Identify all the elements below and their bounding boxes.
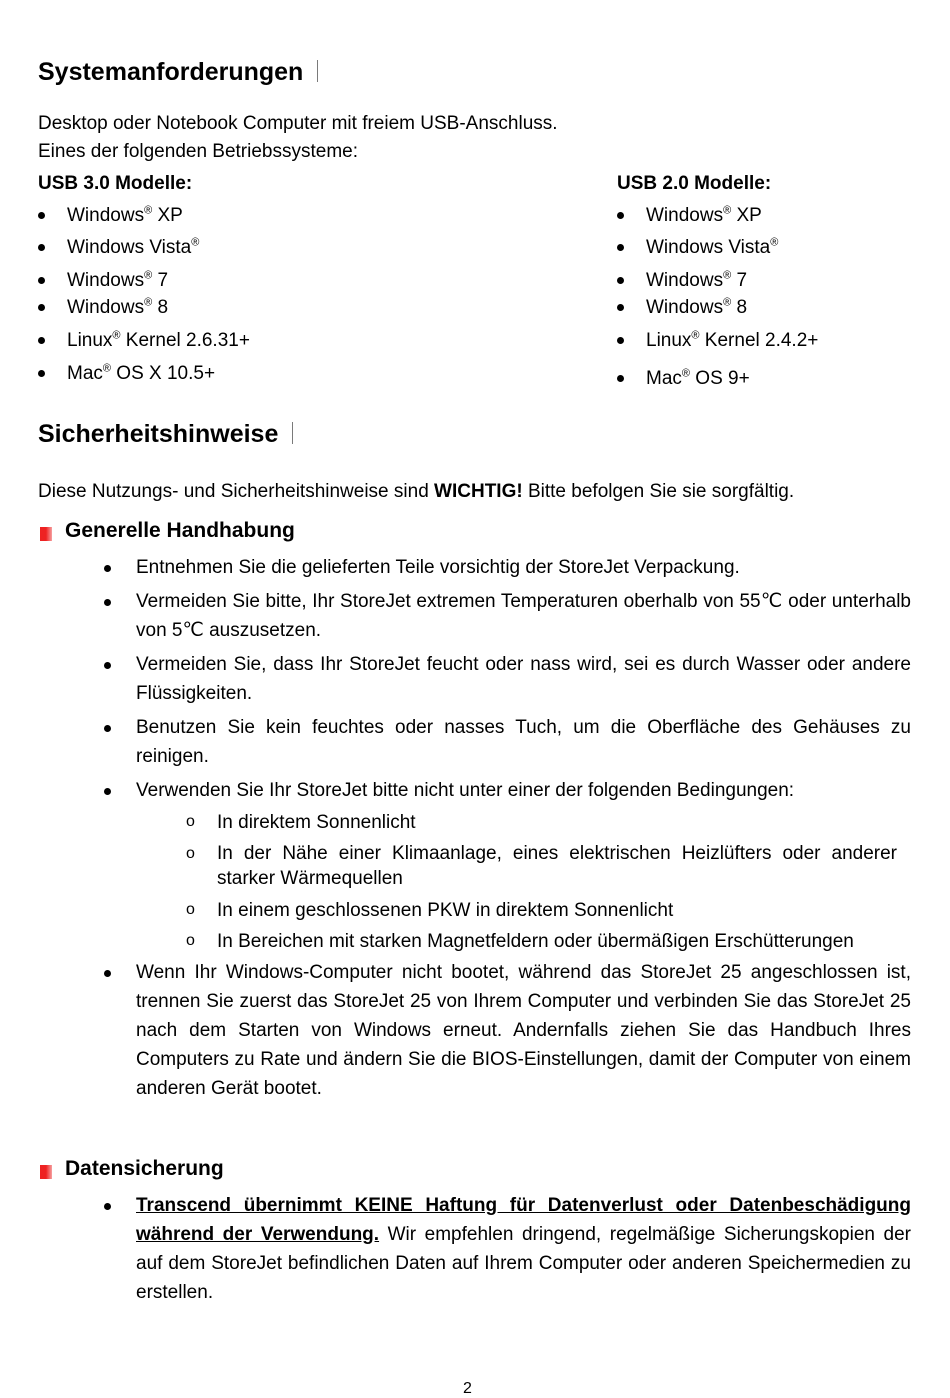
- os-version: Kernel 2.4.2+: [699, 330, 819, 351]
- general-bullet-4: Benutzen Sie kein feuchtes oder nasses Tuch, um die Oberfläche des Gehäuses zu reinigen.: [136, 717, 911, 767]
- sub-bullet-icon: o: [186, 813, 195, 830]
- bullet-icon: [38, 304, 45, 311]
- backup-bullet-1: [136, 1191, 911, 1307]
- usb3-header: USB 3.0 Modelle:: [38, 173, 193, 194]
- bullet-icon: [38, 337, 45, 344]
- os-name: Linux: [67, 330, 113, 351]
- intro-text: Diese Nutzungs- und Sicherheitshinweise sind: [38, 481, 435, 502]
- registered-mark: ®: [102, 362, 112, 375]
- os-version: 8: [152, 297, 169, 318]
- subheading-backup: Datensicherung: [65, 1157, 224, 1180]
- bullet-icon: [617, 212, 624, 219]
- list-item: [617, 365, 750, 393]
- sub-bullet-icon: o: [186, 901, 195, 918]
- bullet-icon: [617, 277, 624, 284]
- registered-mark: ®: [691, 329, 700, 342]
- section-title-systemanforderungen: [38, 58, 318, 87]
- os-name: Windows: [646, 297, 724, 318]
- list-item: [617, 234, 778, 262]
- subheading-general: Generelle Handhabung: [65, 519, 295, 542]
- os-version: 8: [731, 297, 748, 318]
- intro-line-2: Eines der folgenden Betriebssysteme:: [38, 141, 359, 162]
- bullet-icon: [38, 244, 45, 251]
- list-item: [38, 294, 168, 322]
- bullet-icon: [104, 599, 111, 606]
- general-bullet-2: Vermeiden Sie bitte, Ihr StoreJet extremen Temperaturen oberhalb von 55℃ oder unterhalb von 5℃ auszusetzen.: [136, 591, 911, 641]
- bullet-icon: [104, 565, 111, 572]
- usb2-header: USB 2.0 Modelle:: [617, 173, 772, 194]
- title-separator: [317, 60, 318, 82]
- condition-item-4: In Bereichen mit starken Magnetfeldern oder übermäßigen Erschütterungen: [217, 931, 854, 952]
- os-name: Windows Vista: [67, 237, 192, 258]
- bullet-icon: [617, 375, 624, 382]
- red-square-icon: [40, 527, 52, 541]
- os-version: Kernel 2.6.31+: [120, 330, 250, 351]
- bullet-icon: [38, 277, 45, 284]
- condition-item-1: In direktem Sonnenlicht: [217, 812, 416, 833]
- intro-text-end: Bitte befolgen Sie sie sorgfältig.: [522, 481, 795, 502]
- list-item: [38, 234, 199, 262]
- bullet-icon: [617, 304, 624, 311]
- registered-mark: ®: [723, 296, 732, 309]
- os-version: 7: [152, 270, 169, 291]
- page-number: 2: [463, 1380, 472, 1397]
- os-version: OS X 10.5+: [111, 363, 216, 384]
- list-item: [38, 267, 168, 295]
- os-version: 7: [731, 270, 748, 291]
- bullet-icon: [38, 370, 45, 377]
- bullet-icon: [104, 1203, 111, 1210]
- red-square-icon: [40, 1165, 52, 1179]
- os-version: XP: [152, 205, 183, 226]
- bullet-icon: [617, 337, 624, 344]
- safety-intro: [38, 478, 794, 506]
- title-separator: [292, 422, 293, 444]
- list-item: [617, 202, 762, 230]
- list-item: [617, 267, 747, 295]
- registered-mark: ®: [191, 236, 200, 249]
- os-name: Windows: [67, 270, 145, 291]
- list-item: [38, 360, 215, 388]
- os-name: Windows: [646, 270, 724, 291]
- registered-mark: ®: [144, 204, 153, 217]
- registered-mark: ®: [723, 269, 732, 282]
- registered-mark: ®: [723, 204, 732, 217]
- bullet-icon: [104, 788, 111, 795]
- os-name: Mac: [67, 363, 103, 384]
- bullet-icon: [104, 662, 111, 669]
- os-name: Windows: [67, 205, 145, 226]
- list-item: [617, 327, 818, 355]
- os-version: OS 9+: [690, 368, 750, 389]
- registered-mark: ®: [112, 329, 121, 342]
- list-item: [38, 327, 250, 355]
- disclaimer-text: Transcend übernimmt KEINE Haftung für Datenverlust oder Datenbeschädigung während der Verwendung.: [136, 1195, 911, 1245]
- bullet-icon: [104, 725, 111, 732]
- condition-item-2: In der Nähe einer Klimaanlage, eines elektrischen Heizlüfters oder anderer starker Wärmequellen: [217, 843, 897, 889]
- os-name: Windows Vista: [646, 237, 771, 258]
- intro-line-1: Desktop oder Notebook Computer mit freiem USB-Anschluss.: [38, 113, 558, 134]
- os-version: XP: [731, 205, 762, 226]
- bullet-icon: [104, 970, 111, 977]
- registered-mark: ®: [144, 269, 153, 282]
- os-name: Linux: [646, 330, 692, 351]
- general-bullet-6: Wenn Ihr Windows-Computer nicht bootet, während das StoreJet 25 angeschlossen ist, trennen Sie zuerst das StoreJet 25 von Ihrem Computer und verbinden Sie das StoreJet 25 nach dem Starten von Windows erneut. Andernfalls ziehen Sie das Handbuch Ihres Computers zu Rate und ändern Sie die BIOS-Einstellungen, damit der Computer von einem anderen Gerät bootet.: [136, 962, 911, 1099]
- section-title-text: Sicherheitshinweise: [38, 420, 279, 448]
- condition-item-3: In einem geschlossenen PKW in direktem Sonnenlicht: [217, 900, 674, 921]
- sub-bullet-icon: o: [186, 845, 195, 862]
- recommendation-text: Wir empfehlen dringend, regelmäßige Sicherungskopien der auf dem StoreJet befindlichen Daten auf Ihrem Computer oder anderen Speichermedien zu erstellen.: [136, 1224, 911, 1303]
- registered-mark: ®: [681, 367, 691, 380]
- os-name: Windows: [67, 297, 145, 318]
- registered-mark: ®: [770, 236, 779, 249]
- os-name: Mac: [646, 368, 682, 389]
- registered-mark: ®: [144, 296, 153, 309]
- bullet-icon: [617, 244, 624, 251]
- os-name: Windows: [646, 205, 724, 226]
- general-bullet-5: Verwenden Sie Ihr StoreJet bitte nicht unter einer der folgenden Bedingungen:: [136, 780, 795, 801]
- general-bullet-3: Vermeiden Sie, dass Ihr StoreJet feucht oder nass wird, sei es durch Wasser oder andere Flüssigkeiten.: [136, 654, 911, 704]
- section-title-sicherheitshinweise: [38, 420, 293, 449]
- list-item: [617, 294, 747, 322]
- intro-important: WICHTIG!: [434, 481, 523, 502]
- list-item: [38, 202, 183, 230]
- bullet-icon: [38, 212, 45, 219]
- section-title-text: Systemanforderungen: [38, 58, 304, 86]
- general-bullet-1: Entnehmen Sie die gelieferten Teile vorsichtig der StoreJet Verpackung.: [136, 557, 740, 578]
- sub-bullet-icon: o: [186, 932, 195, 949]
